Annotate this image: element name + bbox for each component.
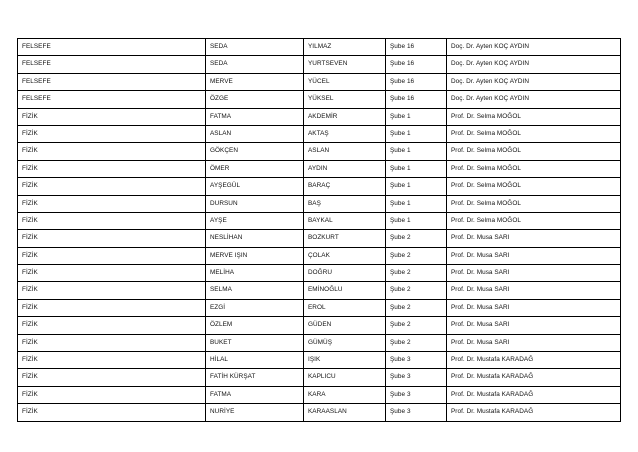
instructor-cell: Doç. Dr. Ayten KOÇ AYDIN xyxy=(447,39,621,56)
department-cell: FİZİK xyxy=(18,386,206,403)
first-name-cell: SEDA xyxy=(206,39,304,56)
instructor-cell: Prof. Dr. Selma MOĞOL xyxy=(447,160,621,177)
last-name-cell: BARAÇ xyxy=(304,178,386,195)
table-row xyxy=(18,212,621,229)
last-name-cell: BAŞ xyxy=(304,195,386,212)
first-name-cell: BUKET xyxy=(206,334,304,351)
department-cell: FİZİK xyxy=(18,299,206,316)
instructor-cell: Doç. Dr. Ayten KOÇ AYDIN xyxy=(447,91,621,108)
table-row xyxy=(18,91,621,108)
department-cell: FİZİK xyxy=(18,404,206,421)
instructor-cell: Prof. Dr. Mustafa KARADAĞ xyxy=(447,386,621,403)
instructor-cell: Prof. Dr. Musa SARI xyxy=(447,265,621,282)
first-name-cell: EZGİ xyxy=(206,299,304,316)
first-name-cell: MERVE xyxy=(206,73,304,90)
table-row xyxy=(18,299,621,316)
first-name-cell: MERVE IŞIN xyxy=(206,247,304,264)
table-row xyxy=(18,352,621,369)
table-row xyxy=(18,108,621,125)
section-cell: Şube 1 xyxy=(386,108,447,125)
table-row xyxy=(18,39,621,56)
table-row xyxy=(18,404,621,421)
table-row xyxy=(18,369,621,386)
department-cell: FİZİK xyxy=(18,178,206,195)
section-cell: Şube 2 xyxy=(386,247,447,264)
last-name-cell: YURTSEVEN xyxy=(304,56,386,73)
last-name-cell: DOĞRU xyxy=(304,265,386,282)
instructor-cell: Doç. Dr. Ayten KOÇ AYDIN xyxy=(447,73,621,90)
instructor-cell: Prof. Dr. Selma MOĞOL xyxy=(447,212,621,229)
first-name-cell: MELİHA xyxy=(206,265,304,282)
first-name-cell: ÖZLEM xyxy=(206,317,304,334)
department-cell: FELSEFE xyxy=(18,39,206,56)
first-name-cell: NURİYE xyxy=(206,404,304,421)
department-cell: FİZİK xyxy=(18,265,206,282)
roster-table-body xyxy=(18,39,621,422)
instructor-cell: Prof. Dr. Selma MOĞOL xyxy=(447,143,621,160)
table-row xyxy=(18,160,621,177)
section-cell: Şube 1 xyxy=(386,212,447,229)
table-row xyxy=(18,247,621,264)
first-name-cell: SEDA xyxy=(206,56,304,73)
section-cell: Şube 3 xyxy=(386,386,447,403)
section-cell: Şube 3 xyxy=(386,352,447,369)
last-name-cell: AYDIN xyxy=(304,160,386,177)
section-cell: Şube 1 xyxy=(386,125,447,142)
first-name-cell: GÖKÇEN xyxy=(206,143,304,160)
first-name-cell: FATMA xyxy=(206,108,304,125)
first-name-cell: HİLAL xyxy=(206,352,304,369)
department-cell: FELSEFE xyxy=(18,73,206,90)
department-cell: FİZİK xyxy=(18,334,206,351)
table-row xyxy=(18,178,621,195)
table-row xyxy=(18,230,621,247)
instructor-cell: Prof. Dr. Selma MOĞOL xyxy=(447,108,621,125)
last-name-cell: KARAASLAN xyxy=(304,404,386,421)
instructor-cell: Prof. Dr. Selma MOĞOL xyxy=(447,178,621,195)
instructor-cell: Prof. Dr. Musa SARI xyxy=(447,334,621,351)
section-cell: Şube 3 xyxy=(386,404,447,421)
table-row xyxy=(18,282,621,299)
table-row xyxy=(18,143,621,160)
table-row xyxy=(18,56,621,73)
last-name-cell: IŞIK xyxy=(304,352,386,369)
last-name-cell: ASLAN xyxy=(304,143,386,160)
section-cell: Şube 1 xyxy=(386,160,447,177)
last-name-cell: YILMAZ xyxy=(304,39,386,56)
first-name-cell: AYŞEGÜL xyxy=(206,178,304,195)
department-cell: FİZİK xyxy=(18,352,206,369)
section-cell: Şube 2 xyxy=(386,317,447,334)
section-cell: Şube 1 xyxy=(386,143,447,160)
last-name-cell: AKTAŞ xyxy=(304,125,386,142)
section-cell: Şube 2 xyxy=(386,282,447,299)
table-row xyxy=(18,265,621,282)
first-name-cell: DURSUN xyxy=(206,195,304,212)
last-name-cell: BOZKURT xyxy=(304,230,386,247)
department-cell: FİZİK xyxy=(18,247,206,264)
section-cell: Şube 3 xyxy=(386,369,447,386)
section-cell: Şube 2 xyxy=(386,265,447,282)
first-name-cell: ÖZGE xyxy=(206,91,304,108)
first-name-cell: SELMA xyxy=(206,282,304,299)
section-cell: Şube 1 xyxy=(386,195,447,212)
last-name-cell: GÜMÜŞ xyxy=(304,334,386,351)
section-cell: Şube 16 xyxy=(386,39,447,56)
section-cell: Şube 1 xyxy=(386,178,447,195)
table-row xyxy=(18,73,621,90)
last-name-cell: BAYKAL xyxy=(304,212,386,229)
instructor-cell: Prof. Dr. Musa SARI xyxy=(447,299,621,316)
table-row xyxy=(18,334,621,351)
last-name-cell: KAPLICU xyxy=(304,369,386,386)
table-row xyxy=(18,317,621,334)
first-name-cell: NESLİHAN xyxy=(206,230,304,247)
department-cell: FİZİK xyxy=(18,108,206,125)
department-cell: FİZİK xyxy=(18,282,206,299)
instructor-cell: Doç. Dr. Ayten KOÇ AYDIN xyxy=(447,56,621,73)
first-name-cell: AYŞE xyxy=(206,212,304,229)
instructor-cell: Prof. Dr. Mustafa KARADAĞ xyxy=(447,369,621,386)
section-cell: Şube 2 xyxy=(386,299,447,316)
department-cell: FELSEFE xyxy=(18,91,206,108)
instructor-cell: Prof. Dr. Musa SARI xyxy=(447,282,621,299)
last-name-cell: KARA xyxy=(304,386,386,403)
last-name-cell: EROL xyxy=(304,299,386,316)
table-row xyxy=(18,125,621,142)
instructor-cell: Prof. Dr. Musa SARI xyxy=(447,317,621,334)
department-cell: FİZİK xyxy=(18,369,206,386)
last-name-cell: EMİNOĞLU xyxy=(304,282,386,299)
instructor-cell: Prof. Dr. Mustafa KARADAĞ xyxy=(447,404,621,421)
first-name-cell: ASLAN xyxy=(206,125,304,142)
section-cell: Şube 16 xyxy=(386,91,447,108)
department-cell: FİZİK xyxy=(18,212,206,229)
first-name-cell: FATİH KÜRŞAT xyxy=(206,369,304,386)
section-cell: Şube 16 xyxy=(386,56,447,73)
instructor-cell: Prof. Dr. Selma MOĞOL xyxy=(447,125,621,142)
section-cell: Şube 2 xyxy=(386,230,447,247)
student-roster-table xyxy=(17,38,621,422)
department-cell: FİZİK xyxy=(18,317,206,334)
last-name-cell: AKDEMİR xyxy=(304,108,386,125)
department-cell: FİZİK xyxy=(18,230,206,247)
department-cell: FİZİK xyxy=(18,195,206,212)
department-cell: FİZİK xyxy=(18,143,206,160)
department-cell: FİZİK xyxy=(18,160,206,177)
last-name-cell: GÜDEN xyxy=(304,317,386,334)
instructor-cell: Prof. Dr. Musa SARI xyxy=(447,230,621,247)
department-cell: FİZİK xyxy=(18,125,206,142)
department-cell: FELSEFE xyxy=(18,56,206,73)
section-cell: Şube 2 xyxy=(386,334,447,351)
last-name-cell: YÜKSEL xyxy=(304,91,386,108)
section-cell: Şube 16 xyxy=(386,73,447,90)
last-name-cell: ÇOLAK xyxy=(304,247,386,264)
table-row xyxy=(18,386,621,403)
first-name-cell: ÖMER xyxy=(206,160,304,177)
instructor-cell: Prof. Dr. Selma MOĞOL xyxy=(447,195,621,212)
instructor-cell: Prof. Dr. Musa SARI xyxy=(447,247,621,264)
table-row xyxy=(18,195,621,212)
instructor-cell: Prof. Dr. Mustafa KARADAĞ xyxy=(447,352,621,369)
first-name-cell: FATMA xyxy=(206,386,304,403)
last-name-cell: YÜCEL xyxy=(304,73,386,90)
